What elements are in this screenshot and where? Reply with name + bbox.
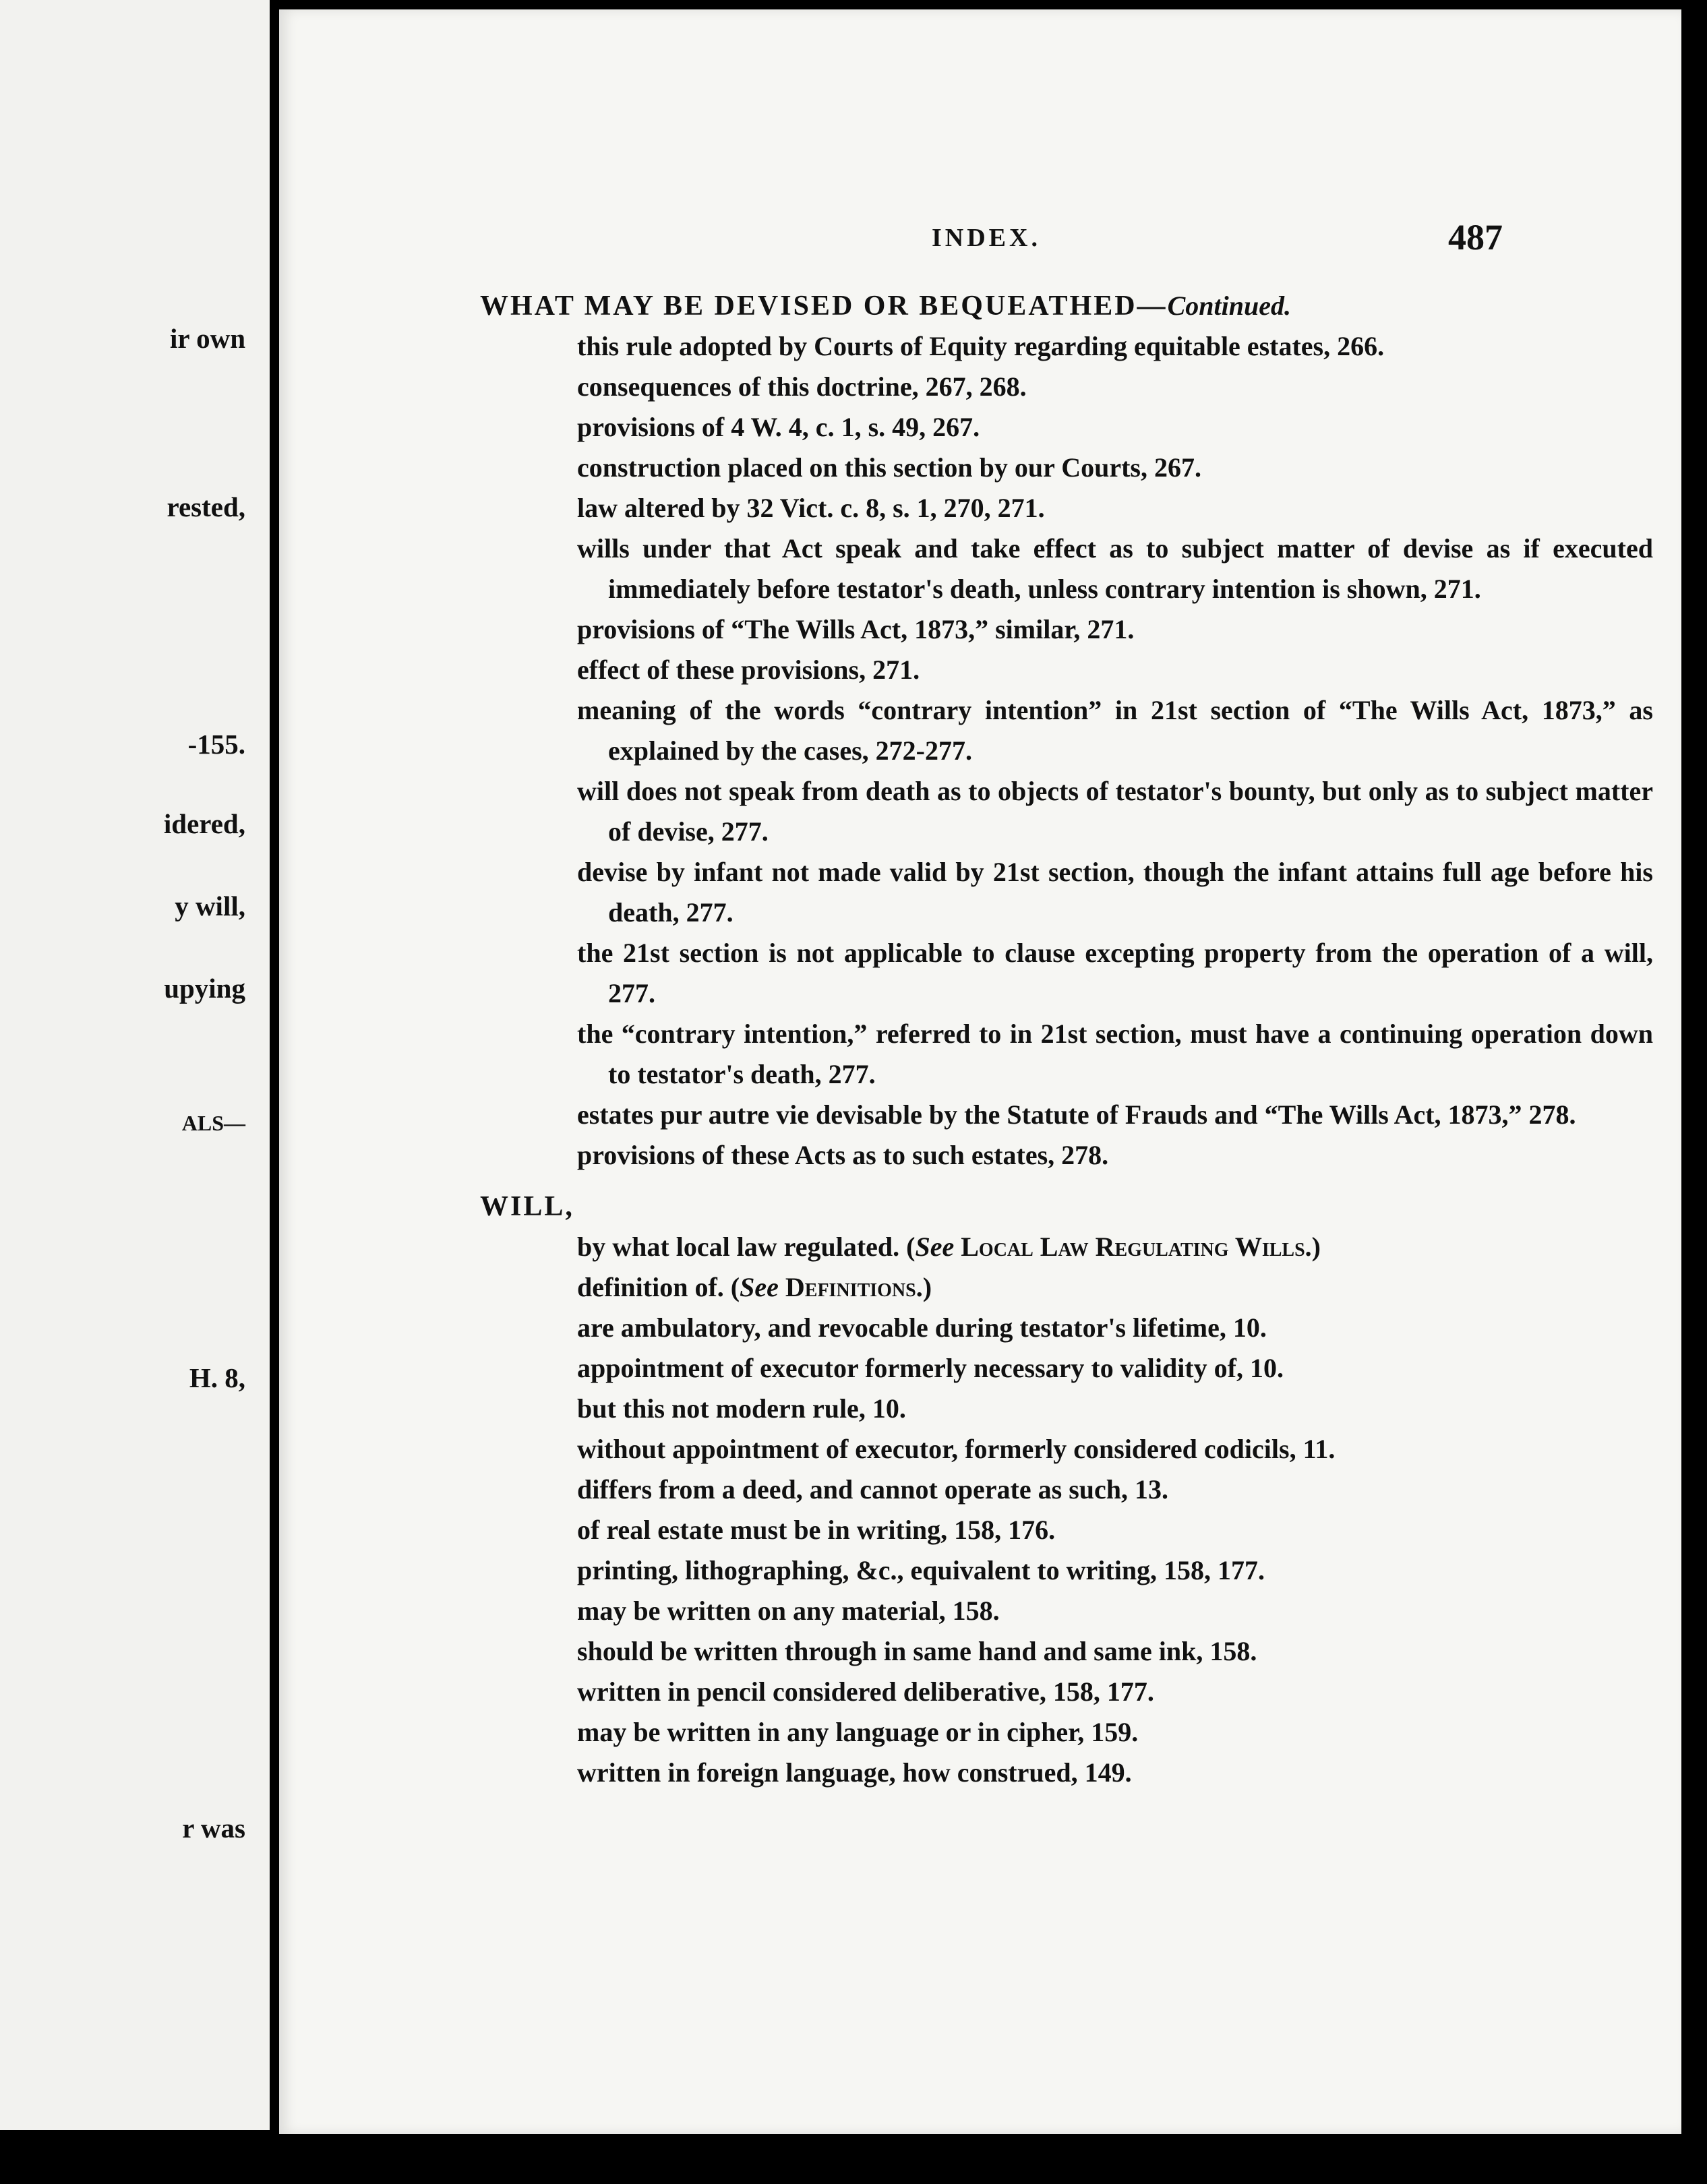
index-entry: differs from a deed, and cannot operate as such, 13.: [577, 1474, 1169, 1505]
index-entry: wills under that Act speak and take effect as to subject matter of devise as if executed immediately before testator's death, unless contrary intention is shown, 271.: [577, 533, 1653, 604]
page-number: 487: [1448, 217, 1503, 257]
index-entry: may be written in any language or in cipher, 159.: [577, 1717, 1139, 1747]
entry-text: by what local law regulated. (: [577, 1232, 916, 1262]
index-entry: appointment of executor formerly necessary to validity of, 10.: [577, 1353, 1284, 1383]
index-entry: are ambulatory, and revocable during testator's lifetime, 10.: [577, 1312, 1267, 1343]
facing-page-fragment: r was: [182, 1813, 245, 1844]
cross-reference: Local Law Regulating Wills: [954, 1232, 1305, 1262]
index-entry: of real estate must be in writing, 158, 176.: [577, 1515, 1056, 1545]
index-entry: devise by infant not made valid by 21st section, though the infant attains full age before his death, 277.: [577, 857, 1653, 928]
index-entry: law altered by 32 Vict. c. 8, s. 1, 270, 271.: [577, 493, 1045, 523]
index-entry: estates pur autre vie devisable by the Statute of Frauds and “The Wills Act, 1873,” 278.: [577, 1099, 1576, 1130]
index-content: [480, 286, 1653, 1793]
index-entry-cross-reference: [480, 1227, 1653, 1267]
facing-page-fragment: -155.: [187, 729, 245, 760]
page-header: [279, 217, 1681, 264]
facing-page-fragment: upying: [164, 973, 245, 1004]
index-entry: will does not speak from death as to objects of testator's bounty, but only as to subject matter of devise, 277.: [577, 776, 1653, 847]
index-entry: provisions of “The Wills Act, 1873,” similar, 271.: [577, 614, 1135, 644]
index-entry: printing, lithographing, &c., equivalent to writing, 158, 177.: [577, 1555, 1265, 1585]
heading-text: WHAT MAY BE DEVISED OR BEQUEATHED—: [480, 291, 1168, 322]
index-entry: without appointment of executor, formerly considered codicils, 11.: [577, 1434, 1336, 1464]
facing-page-fragment: y will,: [175, 890, 245, 921]
entry-text: .): [916, 1272, 932, 1302]
facing-page-fragment: ir own: [169, 323, 245, 354]
index-entry-cross-reference: [480, 1267, 1653, 1308]
entry-text: definition of. (: [577, 1272, 740, 1302]
index-entry: consequences of this doctrine, 267, 268.: [577, 371, 1027, 402]
index-entry: effect of these provisions, 271.: [577, 655, 920, 685]
cross-reference: Definitions: [778, 1272, 916, 1302]
index-entry: this rule adopted by Courts of Equity regarding equitable estates, 266.: [577, 331, 1385, 361]
index-page: [279, 9, 1681, 2134]
index-entry: written in foreign language, how construed, 149.: [577, 1757, 1132, 1788]
heading-continued: Continued.: [1167, 291, 1291, 321]
index-entry: the 21st section is not applicable to clause excepting property from the operation of a will, 277.: [577, 938, 1653, 1008]
index-entry: may be written on any material, 158.: [577, 1596, 1000, 1626]
facing-page-fragment: ALS—: [181, 1111, 245, 1135]
see-label: See: [740, 1272, 779, 1302]
facing-page-fragment: rested,: [167, 491, 245, 522]
index-entry: provisions of these Acts as to such estates, 278.: [577, 1140, 1109, 1170]
see-label: See: [915, 1232, 955, 1262]
index-entry: construction placed on this section by our Courts, 267.: [577, 452, 1201, 483]
facing-page-fragment: idered,: [163, 808, 245, 839]
entry-text: .): [1305, 1232, 1321, 1262]
index-entry: but this not modern rule, 10.: [577, 1393, 906, 1424]
section-heading-will: WILL,: [480, 1191, 574, 1222]
index-entry: meaning of the words “contrary intention” in 21st section of “The Wills Act, 1873,” as explained by the cases, 272-277.: [577, 695, 1653, 766]
running-head: INDEX.: [932, 224, 1041, 252]
index-entry: should be written through in same hand and same ink, 158.: [577, 1636, 1257, 1666]
facing-page-edge: [0, 0, 270, 2130]
index-entry: provisions of 4 W. 4, c. 1, s. 49, 267.: [577, 412, 980, 442]
section-heading: [480, 286, 1653, 326]
index-entry: the “contrary intention,” referred to in 21st section, must have a continuing operation down to testator's death, 277.: [577, 1019, 1653, 1089]
index-entry: written in pencil considered deliberative, 158, 177.: [577, 1676, 1154, 1707]
facing-page-fragment: H. 8,: [189, 1362, 245, 1393]
